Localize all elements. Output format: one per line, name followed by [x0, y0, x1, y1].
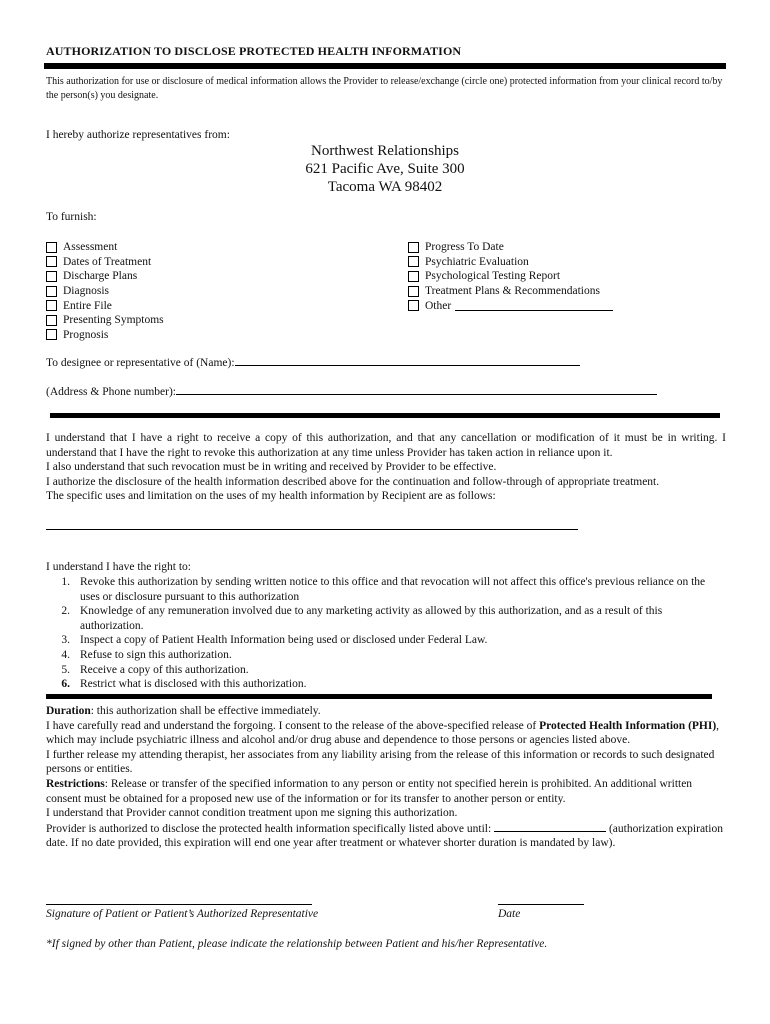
option-label: Other — [425, 299, 452, 312]
expiry-paragraph: Provider is authorized to disclose the protected health information specifically listed above until: (authorization expiration date. If no date provided, this expiration will end one year after treatment or whatever shorter duration is mandated by law). — [46, 822, 723, 850]
date-label: Date — [498, 908, 521, 920]
option-label: Progress To Date — [425, 241, 504, 254]
item-number: 1. — [61, 576, 70, 588]
consent-paragraph: I have carefully read and understand the forgoing. I consent to the release of the above-specified release of Protected Health Information (PHI), which may include psychiatric illness and alcohol and/or drug abuse and dependence to those persons or agencies listed above. — [46, 719, 720, 747]
divider — [50, 413, 720, 418]
other-input-line[interactable] — [455, 300, 613, 311]
duration-label: Duration — [46, 705, 91, 717]
list-item — [46, 633, 720, 648]
option-psychiatric-evaluation[interactable] — [408, 255, 613, 270]
option-label: Presenting Symptoms — [63, 314, 164, 327]
checkbox[interactable] — [46, 271, 57, 282]
list-item — [46, 663, 720, 678]
item-text: Refuse to sign this authorization. — [80, 648, 232, 661]
item-text: Revoke this authorization by sending written notice to this office and that revocation will not affect this office's previous reliance on the uses or disclosure pursuant to this authorization — [80, 576, 706, 603]
list-item — [46, 648, 720, 663]
item-number: 4. — [61, 648, 70, 661]
checkbox[interactable] — [46, 242, 57, 253]
option-label: Prognosis — [63, 328, 109, 341]
checkbox[interactable] — [46, 286, 57, 297]
checkbox[interactable] — [46, 315, 57, 326]
option-label: Assessment — [63, 241, 118, 254]
understand-paragraph: I understand that I have a right to receive a copy of this authorization, and that any cancellation or modification of it must be in writing. I understand that I have the right to revoke this authorization at any time unless Provider has taken action in reliance upon it. — [46, 432, 726, 459]
checkbox[interactable] — [408, 271, 419, 282]
phi-term: Protected Health Information (PHI) — [539, 719, 717, 732]
authorize-label: I hereby authorize representatives from: — [46, 129, 230, 141]
revocation-line: I also understand that such revocation must be in writing and received by Provider to be effective. — [46, 461, 497, 473]
item-number: 3. — [61, 634, 70, 647]
option-diagnosis[interactable] — [46, 284, 164, 299]
condition-line: I understand that Provider cannot condition treatment upon me signing this authorization. — [46, 807, 458, 820]
form-title: AUTHORIZATION TO DISCLOSE PROTECTED HEALTH INFORMATION — [46, 44, 462, 58]
expiry-date-input-line[interactable] — [494, 821, 606, 832]
rights-list — [46, 575, 720, 692]
divider — [46, 694, 712, 699]
duration-text: : this authorization shall be effective immediately. — [90, 705, 321, 717]
option-label: Dates of Treatment — [63, 255, 152, 268]
option-presenting-symptoms[interactable] — [46, 313, 164, 328]
checkbox[interactable] — [46, 256, 57, 267]
options-left-column — [46, 240, 164, 342]
duration-and-consent-block — [46, 704, 726, 851]
checkbox[interactable] — [408, 300, 419, 311]
option-other[interactable] — [408, 298, 613, 313]
list-item — [46, 575, 720, 604]
option-entire-file[interactable] — [46, 298, 164, 313]
footnote: *If signed by other than Patient, please indicate the relationship between Patient and his/her Representative. — [46, 938, 548, 950]
signature-label: Signature of Patient or Patient’s Authorized Representative — [46, 908, 319, 920]
option-progress-to-date[interactable] — [408, 240, 613, 255]
item-number: 2. — [61, 605, 70, 618]
checkbox[interactable] — [408, 286, 419, 297]
address-label: (Address & Phone number): — [46, 386, 176, 398]
designee-label: To designee or representative of (Name): — [46, 357, 235, 369]
option-prognosis[interactable] — [46, 328, 164, 343]
checkbox[interactable] — [408, 256, 419, 267]
furnish-label: To furnish: — [46, 211, 97, 223]
provider-name: Northwest Relationships — [311, 143, 459, 159]
restrictions-paragraph: Restrictions: Release or transfer of the specified information to any person or entity not specified herein is prohibited. An additional written consent must be obtained for a proposed new use of the information or for its transfer to another person or entity. — [46, 777, 693, 805]
provider-street: 621 Pacific Ave, Suite 300 — [305, 161, 465, 177]
signature-line[interactable] — [46, 894, 312, 905]
option-dates-of-treatment[interactable] — [46, 255, 164, 270]
list-item — [46, 677, 720, 692]
checkbox[interactable] — [46, 300, 57, 311]
address-row — [46, 384, 657, 400]
checkbox[interactable] — [408, 242, 419, 253]
option-label: Diagnosis — [63, 285, 109, 298]
option-label: Entire File — [63, 299, 112, 312]
option-label: Discharge Plans — [63, 270, 138, 283]
checkbox[interactable] — [46, 329, 57, 340]
divider — [44, 63, 726, 69]
item-text: Restrict what is disclosed with this authorization. — [80, 678, 307, 691]
option-treatment-plans[interactable] — [408, 284, 613, 299]
date-line[interactable] — [498, 894, 584, 905]
release-paragraph: I further release my attending therapist, her associates from any liability arising from the release of this information or records to such designated persons or entities. — [46, 748, 715, 776]
duration-line — [46, 704, 726, 719]
option-psychological-testing-report[interactable] — [408, 269, 613, 284]
uses-input-line[interactable] — [46, 517, 578, 530]
designee-input-line[interactable] — [235, 355, 580, 366]
option-assessment[interactable] — [46, 240, 164, 255]
option-discharge-plans[interactable] — [46, 269, 164, 284]
option-label: Psychological Testing Report — [425, 270, 561, 283]
rights-label: I understand I have the right to: — [46, 561, 191, 573]
option-label: Psychiatric Evaluation — [425, 255, 529, 268]
list-item — [46, 604, 720, 633]
options-right-column — [408, 240, 613, 313]
option-label: Treatment Plans & Recommendations — [425, 285, 600, 298]
item-text: Inspect a copy of Patient Health Information being used or disclosed under Federal Law. — [80, 634, 488, 647]
intro-text: This authorization for use or disclosure of medical information allows the Provider to release/exchange (circle one) protected information from your clinical record to/by the person(s) you designate. — [46, 76, 723, 101]
uses-line: The specific uses and limitation on the uses of my health information by Recipient are as follows: — [46, 490, 496, 502]
address-input-line[interactable] — [176, 384, 657, 395]
designee-row — [46, 355, 580, 371]
restrictions-label: Restrictions — [46, 777, 105, 790]
item-text: Receive a copy of this authorization. — [80, 663, 249, 676]
item-text: Knowledge of any remuneration involved due to any marketing activity as allowed by this authorization, and as a result of this authorization. — [80, 605, 663, 632]
provider-city: Tacoma WA 98402 — [327, 179, 443, 195]
item-number: 6. — [61, 678, 70, 691]
item-number: 5. — [61, 663, 70, 676]
authorize-disclosure-line: I authorize the disclosure of the health information described above for the continuation and follow-through of appropriate treatment. — [46, 476, 660, 488]
